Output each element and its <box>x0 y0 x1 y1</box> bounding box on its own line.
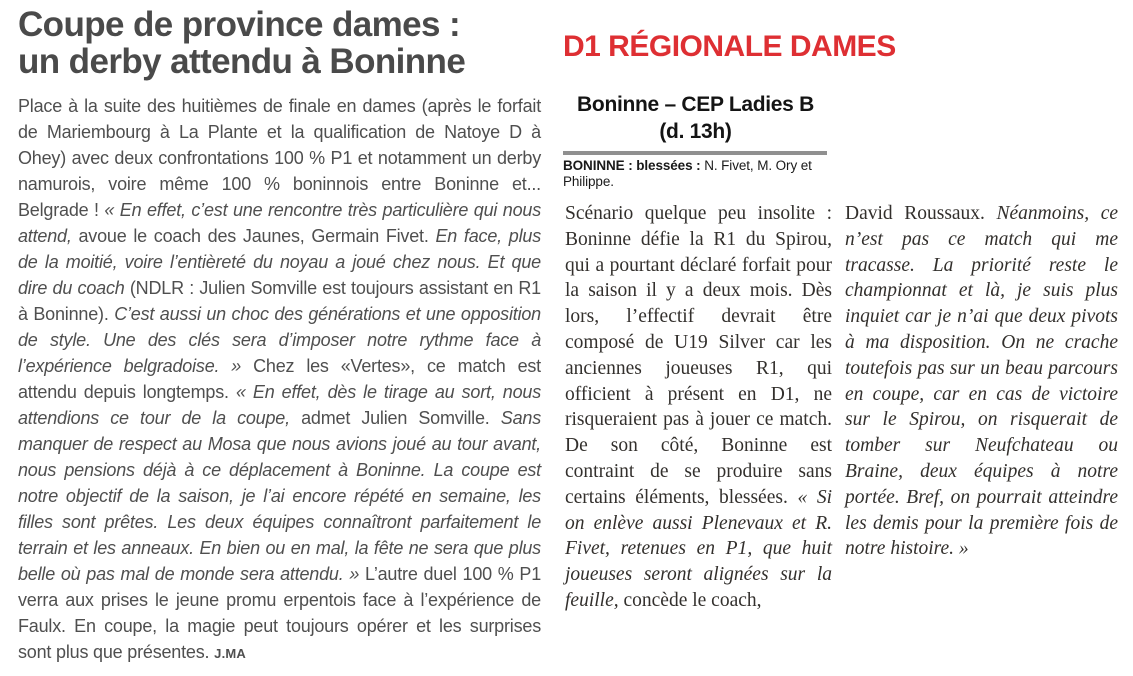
match-time: (d. 13h) <box>659 120 732 143</box>
column-segment: David Roussaux. <box>845 203 997 224</box>
match-header <box>563 91 828 145</box>
headline-line-2: un derby attendu à Boninne <box>18 42 466 81</box>
column-segment: concède le coach, <box>623 589 762 611</box>
match-title: Boninne – CEP Ladies B <box>577 93 814 116</box>
body-segment: admet Julien Somville. <box>301 408 501 428</box>
injuries-names: N. Fivet, M. Ory et Philippe. <box>563 158 812 189</box>
body-segment: Chez les «Vertes», ce match est attendu depuis longtemps. <box>18 356 541 402</box>
column-segment: Scénario quelque peu insolite : Boninne défie la R1 du Spirou, qui a pourtant déclaré forfait pour la saison il y a deux mois. Dès lors, l’effectif devrait être composé de U19 Silver car les anciennes joueuses R1, qui officient à présent en D1, ne risqueraient pas à jouer ce match. De son côté, Boninne est contraint de se produire sans certains éléments, blessées. <box>565 203 832 508</box>
body-segment: L’autre duel 100 % P1 verra aux prises le jeune promu erpentois face à l’expérience de Faulx. En coupe, la magie peut toujours opérer et les surprises sont plus que présentes. <box>18 564 542 662</box>
article-column-2 <box>845 201 1118 562</box>
left-article <box>18 6 541 667</box>
body-segment-quote: C’est aussi un choc des générations et une opposition de style. Une des clés sera d’imposer notre rythme face à l’expérience belgradoise. » <box>18 304 541 376</box>
body-segment: Place à la suite des huitièmes de finale en dames (après le forfait de Mariembourg à La Plante et la qualification de Natoye D à Ohey) avec deux confrontations 100 % P1 et notamment un derby namurois, voire même 100 % boninnois entre Boninne et... Belgrade ! <box>18 96 541 220</box>
body-segment-quote: En face, plus de la moitié, voire l’entièreté du noyau a joué chez nous. Et que dire du coach <box>18 226 541 298</box>
article-body <box>18 93 541 667</box>
column-segment-quote: Néanmoins, ce n’est pas ce match qui me tracasse. La priorité reste le championnat et là, je suis plus inquiet car je n’ai que deux pivots à ma disposition. On ne crache toutefois pas sur un beau parcours en coupe, car en cas de victoire sur le Spirou, on risquerait de tomber sur Neufchateau ou Braine, deux équipes à notre portée. Bref, on pourrait atteindre les demis pour la première fois de notre histoire. » <box>845 203 1118 560</box>
headline-line-1: Coupe de province dames : <box>18 5 461 44</box>
author-byline: J.MA <box>214 646 246 661</box>
body-segment-quote: « En effet, dès le tirage au sort, nous attendions ce tour de la coupe, <box>18 382 541 428</box>
injuries-label: BONINNE : blessées : <box>563 158 701 173</box>
divider-rule <box>563 151 827 155</box>
column-segment-quote: « Si on enlève aussi Plenevaux et R. Fivet, retenues en P1, que huit joueuses seront alignées sur la feuille, <box>565 486 832 611</box>
article-column-1 <box>565 201 832 614</box>
body-segment-quote: Sans manquer de respect au Mosa que nous avions joué au tour avant, nous pensions déjà à ce déplacement à Boninne. La coupe est notre objectif de la saison, je l’ai encore répété en semaine, les filles sont prêtes. Les deux équipes connaîtront parfaitement le terrain et les anneaux. En bien ou en mal, la fête ne sera que plus belle où pas mal de monde sera attendu. » <box>18 408 541 584</box>
section-title: D1 RÉGIONALE DAMES <box>563 30 896 63</box>
body-segment: avoue le coach des Jaunes, Germain Fivet. <box>78 226 436 246</box>
injuries-note <box>563 158 821 189</box>
headline <box>18 6 541 80</box>
body-segment: (NDLR : Julien Somville est toujours assistant en R1 à Boninne). <box>18 278 541 324</box>
body-segment-quote: « En effet, c’est une rencontre très particulière qui nous attend, <box>18 200 541 246</box>
